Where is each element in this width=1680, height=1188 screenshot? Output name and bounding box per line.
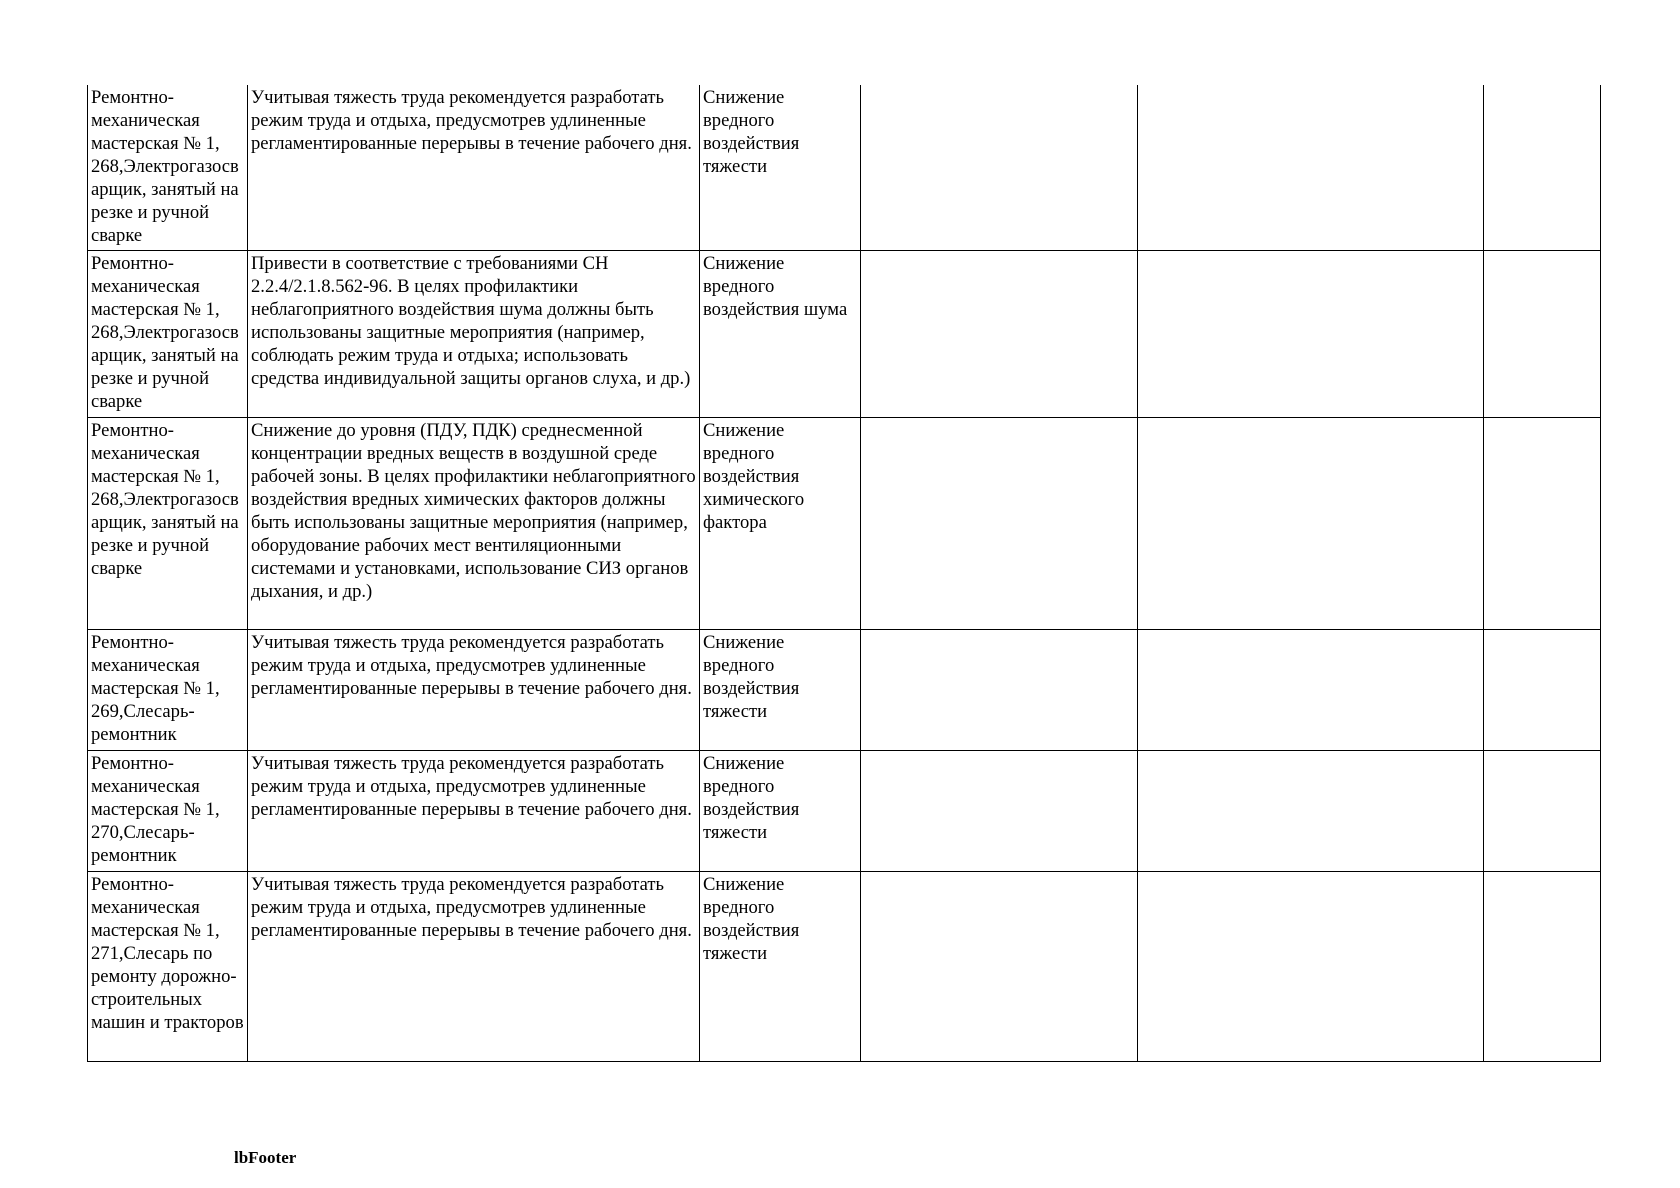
empty-cell — [1484, 418, 1601, 630]
table-row — [88, 251, 1601, 418]
goal-cell: Снижение вредного воздействия тяжести — [700, 85, 861, 251]
goal-cell: Снижение вредного воздействия тяжести — [700, 872, 861, 1062]
empty-cell — [861, 251, 1138, 418]
table-row — [88, 418, 1601, 630]
empty-cell — [1138, 872, 1484, 1062]
measure-cell: Снижение до уровня (ПДУ, ПДК) среднесменной концентрации вредных веществ в воздушной среде рабочей зоны. В целях профилактики неблагоприятного воздействия вредных химических факторов должны быть использованы защитные мероприятия (например, оборудование рабочих мест вентиляционными системами и установками, использование СИЗ органов дыхания, и др.) — [248, 418, 700, 630]
empty-cell — [861, 85, 1138, 251]
goal-cell: Снижение вредного воздействия шума — [700, 251, 861, 418]
workplace-cell: Ремонтно-механическая мастерская № 1, 271,Слесарь по ремонту дорожно-строительных машин и тракторов — [88, 872, 248, 1062]
workplace-cell: Ремонтно-механическая мастерская № 1, 270,Слесарь-ремонтник — [88, 751, 248, 872]
table-row — [88, 85, 1601, 251]
empty-cell — [1484, 251, 1601, 418]
table-row — [88, 630, 1601, 751]
goal-cell: Снижение вредного воздействия тяжести — [700, 630, 861, 751]
table-row — [88, 751, 1601, 872]
measure-cell: Привести в соответствие с требованиями СН 2.2.4/2.1.8.562-96. В целях профилактики неблагоприятного воздействия шума должны быть использованы защитные мероприятия (например, соблюдать режим труда и отдыха; использовать средства индивидуальной защиты органов слуха, и др.) — [248, 251, 700, 418]
measure-cell: Учитывая тяжесть труда рекомендуется разработать режим труда и отдыха, предусмотрев удлиненные регламентированные перерывы в течение рабочего дня. — [248, 872, 700, 1062]
measure-cell: Учитывая тяжесть труда рекомендуется разработать режим труда и отдыха, предусмотрев удлиненные регламентированные перерывы в течение рабочего дня. — [248, 85, 700, 251]
workplace-cell: Ремонтно-механическая мастерская № 1, 268,Электрогазосварщик, занятый на резке и ручной сварке — [88, 251, 248, 418]
workplace-cell: Ремонтно-механическая мастерская № 1, 268,Электрогазосварщик, занятый на резке и ручной сварке — [88, 85, 248, 251]
empty-cell — [1138, 418, 1484, 630]
workplace-cell: Ремонтно-механическая мастерская № 1, 268,Электрогазосварщик, занятый на резке и ручной сварке — [88, 418, 248, 630]
measure-cell: Учитывая тяжесть труда рекомендуется разработать режим труда и отдыха, предусмотрев удлиненные регламентированные перерывы в течение рабочего дня. — [248, 630, 700, 751]
page-footer: lbFooter — [234, 1148, 297, 1167]
measures-table — [87, 85, 1601, 1062]
empty-cell — [861, 418, 1138, 630]
empty-cell — [861, 872, 1138, 1062]
empty-cell — [1138, 751, 1484, 872]
empty-cell — [1484, 751, 1601, 872]
measure-cell: Учитывая тяжесть труда рекомендуется разработать режим труда и отдыха, предусмотрев удлиненные регламентированные перерывы в течение рабочего дня. — [248, 751, 700, 872]
workplace-cell: Ремонтно-механическая мастерская № 1, 269,Слесарь-ремонтник — [88, 630, 248, 751]
empty-cell — [1484, 630, 1601, 751]
empty-cell — [1138, 85, 1484, 251]
empty-cell — [861, 630, 1138, 751]
goal-cell: Снижение вредного воздействия тяжести — [700, 751, 861, 872]
empty-cell — [1484, 85, 1601, 251]
goal-cell: Снижение вредного воздействия химического фактора — [700, 418, 861, 630]
empty-cell — [1138, 251, 1484, 418]
empty-cell — [861, 751, 1138, 872]
empty-cell — [1484, 872, 1601, 1062]
table-row — [88, 872, 1601, 1062]
empty-cell — [1138, 630, 1484, 751]
